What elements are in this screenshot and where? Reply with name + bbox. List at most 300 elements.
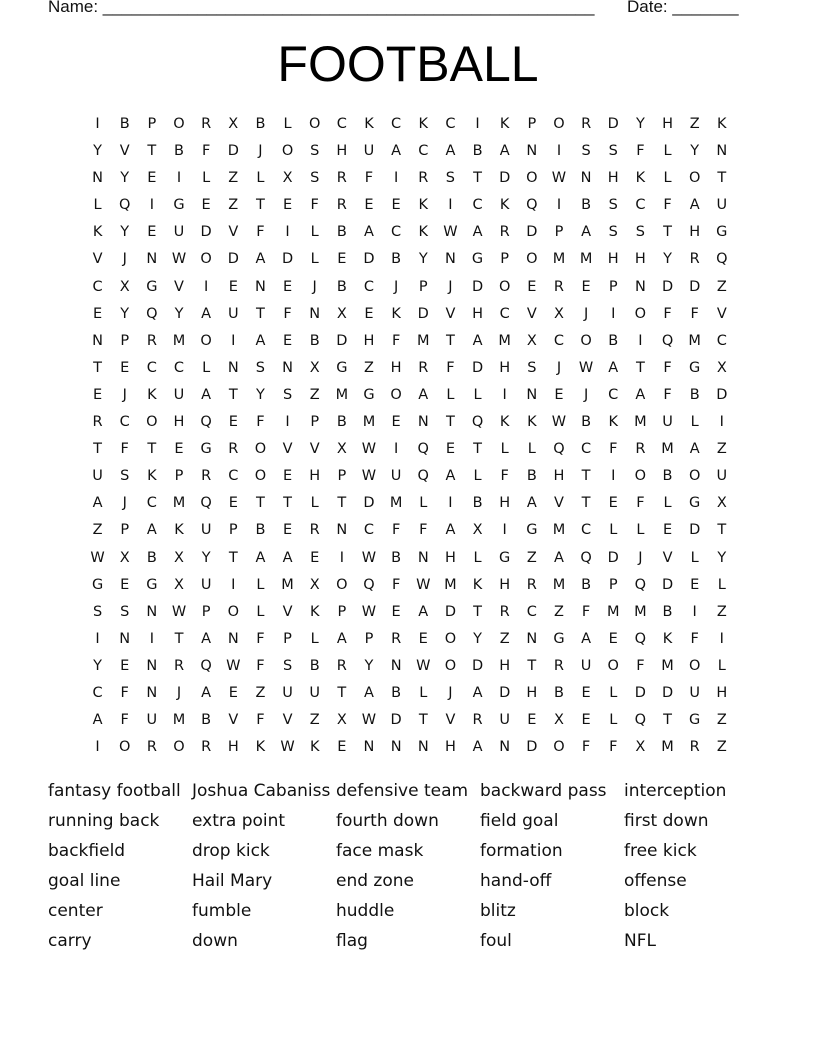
- grid-letter[interactable]: U: [173, 224, 185, 241]
- grid-letter[interactable]: A: [581, 630, 592, 647]
- grid-letter[interactable]: L: [663, 170, 672, 187]
- grid-letter[interactable]: Z: [255, 684, 266, 701]
- grid-letter[interactable]: S: [92, 603, 103, 620]
- grid-letter[interactable]: G: [526, 522, 538, 539]
- grid-letter[interactable]: E: [282, 197, 293, 214]
- grid-letter[interactable]: U: [173, 386, 185, 403]
- grid-letter[interactable]: G: [200, 441, 212, 458]
- grid-letter[interactable]: H: [309, 468, 321, 485]
- grid-letter[interactable]: T: [228, 386, 238, 403]
- grid-letter[interactable]: A: [201, 684, 212, 701]
- grid-letter[interactable]: O: [254, 441, 267, 458]
- grid-letter[interactable]: U: [390, 468, 402, 485]
- grid-letter[interactable]: I: [611, 468, 616, 485]
- grid-letter[interactable]: E: [228, 684, 238, 701]
- grid-letter[interactable]: T: [228, 549, 238, 566]
- grid-letter[interactable]: W: [226, 657, 241, 674]
- grid-letter[interactable]: D: [417, 305, 429, 322]
- grid-letter[interactable]: F: [256, 630, 265, 647]
- grid-letter[interactable]: Z: [553, 603, 564, 620]
- grid-letter[interactable]: C: [92, 684, 103, 701]
- grid-letter[interactable]: Q: [200, 495, 212, 512]
- grid-letter[interactable]: E: [418, 630, 428, 647]
- grid-letter[interactable]: A: [201, 386, 212, 403]
- grid-letter[interactable]: X: [174, 576, 184, 593]
- grid-letter[interactable]: P: [310, 414, 320, 431]
- grid-letter[interactable]: L: [256, 170, 265, 187]
- grid-letter[interactable]: T: [473, 170, 482, 187]
- grid-letter[interactable]: A: [472, 332, 483, 349]
- grid-letter[interactable]: B: [553, 684, 564, 701]
- grid-letter[interactable]: W: [280, 739, 295, 756]
- grid-letter[interactable]: C: [418, 143, 429, 160]
- grid-letter[interactable]: E: [527, 712, 537, 729]
- grid-letter[interactable]: J: [312, 278, 317, 295]
- grid-letter[interactable]: D: [471, 657, 484, 674]
- grid-letter[interactable]: I: [339, 549, 344, 566]
- grid-letter[interactable]: L: [473, 468, 482, 485]
- grid-letter[interactable]: J: [448, 278, 453, 295]
- grid-letter[interactable]: S: [282, 386, 293, 403]
- grid-letter[interactable]: C: [445, 116, 456, 132]
- grid-letter[interactable]: V: [554, 495, 564, 512]
- grid-letter[interactable]: X: [336, 712, 347, 729]
- grid-letter[interactable]: X: [336, 441, 347, 458]
- grid-letter[interactable]: I: [149, 197, 154, 214]
- grid-letter[interactable]: Z: [309, 712, 320, 729]
- grid-letter[interactable]: P: [608, 576, 618, 593]
- grid-letter[interactable]: C: [146, 359, 157, 376]
- grid-letter[interactable]: K: [92, 224, 103, 241]
- grid-letter[interactable]: D: [526, 224, 538, 241]
- grid-letter[interactable]: A: [92, 712, 103, 729]
- grid-letter[interactable]: Q: [200, 414, 212, 431]
- grid-letter[interactable]: T: [283, 495, 292, 512]
- grid-letter[interactable]: C: [581, 522, 592, 539]
- grid-letter[interactable]: F: [690, 305, 699, 322]
- grid-letter[interactable]: F: [256, 414, 265, 431]
- grid-letter[interactable]: P: [418, 278, 428, 295]
- grid-letter[interactable]: Q: [363, 576, 375, 593]
- grid-letter[interactable]: L: [93, 197, 102, 214]
- grid-letter[interactable]: V: [228, 712, 239, 729]
- grid-letter[interactable]: X: [553, 712, 564, 729]
- grid-letter[interactable]: T: [147, 441, 157, 458]
- grid-letter[interactable]: V: [309, 441, 320, 458]
- grid-letter[interactable]: K: [527, 414, 537, 431]
- grid-letter[interactable]: W: [361, 603, 377, 620]
- grid-letter[interactable]: J: [583, 386, 589, 403]
- grid-letter[interactable]: X: [472, 522, 483, 539]
- grid-letter[interactable]: I: [719, 414, 724, 431]
- grid-letter[interactable]: O: [526, 251, 538, 268]
- grid-letter[interactable]: X: [716, 495, 727, 512]
- grid-letter[interactable]: L: [310, 630, 319, 647]
- grid-letter[interactable]: F: [283, 305, 292, 322]
- grid-letter[interactable]: L: [419, 684, 428, 701]
- grid-letter[interactable]: R: [146, 332, 157, 349]
- grid-letter[interactable]: U: [363, 143, 375, 160]
- grid-letter[interactable]: L: [202, 170, 211, 187]
- grid-letter[interactable]: I: [285, 224, 290, 241]
- grid-letter[interactable]: A: [282, 549, 293, 566]
- grid-letter[interactable]: H: [472, 305, 483, 322]
- grid-letter[interactable]: P: [527, 116, 537, 132]
- grid-letter[interactable]: X: [309, 359, 320, 376]
- grid-letter[interactable]: G: [716, 224, 728, 241]
- grid-letter[interactable]: E: [147, 170, 157, 187]
- grid-letter[interactable]: A: [391, 143, 402, 160]
- grid-letter[interactable]: I: [448, 495, 453, 512]
- grid-letter[interactable]: Z: [716, 712, 727, 729]
- grid-letter[interactable]: X: [716, 359, 727, 376]
- grid-letter[interactable]: M: [498, 332, 511, 349]
- grid-letter[interactable]: S: [608, 143, 618, 160]
- grid-letter[interactable]: T: [663, 712, 672, 729]
- grid-letter[interactable]: R: [553, 657, 564, 674]
- grid-letter[interactable]: X: [228, 116, 239, 132]
- grid-letter[interactable]: R: [336, 170, 347, 187]
- grid-letter[interactable]: A: [445, 143, 456, 160]
- grid-letter[interactable]: W: [361, 712, 377, 729]
- grid-letter[interactable]: N: [526, 143, 538, 160]
- grid-letter[interactable]: C: [119, 414, 130, 431]
- grid-letter[interactable]: S: [608, 197, 618, 214]
- grid-letter[interactable]: M: [362, 414, 376, 431]
- grid-letter[interactable]: N: [309, 305, 321, 322]
- grid-letter[interactable]: Y: [93, 657, 102, 674]
- grid-letter[interactable]: S: [581, 143, 591, 160]
- grid-letter[interactable]: F: [690, 630, 699, 647]
- grid-letter[interactable]: X: [119, 549, 130, 566]
- grid-letter[interactable]: D: [499, 170, 511, 187]
- grid-letter[interactable]: E: [337, 739, 347, 756]
- grid-letter[interactable]: A: [472, 739, 483, 756]
- grid-letter[interactable]: V: [174, 278, 184, 295]
- grid-letter[interactable]: K: [309, 739, 320, 756]
- grid-letter[interactable]: B: [336, 278, 347, 295]
- grid-letter[interactable]: F: [663, 305, 672, 322]
- grid-letter[interactable]: I: [692, 603, 697, 620]
- grid-letter[interactable]: E: [282, 522, 293, 539]
- grid-letter[interactable]: R: [336, 657, 347, 674]
- grid-letter[interactable]: B: [689, 386, 700, 403]
- grid-letter[interactable]: K: [418, 224, 429, 241]
- grid-letter[interactable]: T: [527, 657, 537, 674]
- grid-letter[interactable]: Y: [635, 116, 645, 132]
- grid-letter[interactable]: F: [419, 522, 428, 539]
- grid-letter[interactable]: O: [200, 332, 212, 349]
- grid-letter[interactable]: H: [662, 116, 673, 132]
- grid-letter[interactable]: D: [689, 278, 701, 295]
- grid-letter[interactable]: L: [419, 495, 428, 512]
- grid-letter[interactable]: F: [446, 359, 455, 376]
- grid-letter[interactable]: I: [95, 116, 100, 132]
- grid-letter[interactable]: V: [228, 224, 239, 241]
- grid-letter[interactable]: M: [688, 332, 701, 349]
- grid-letter[interactable]: F: [636, 657, 645, 674]
- grid-letter[interactable]: K: [418, 197, 429, 214]
- grid-letter[interactable]: M: [281, 576, 294, 593]
- grid-letter[interactable]: F: [391, 522, 401, 539]
- grid-letter[interactable]: N: [499, 739, 511, 756]
- grid-letter[interactable]: B: [391, 684, 402, 701]
- grid-letter[interactable]: M: [417, 332, 430, 349]
- grid-letter[interactable]: U: [227, 305, 239, 322]
- grid-letter[interactable]: T: [445, 332, 455, 349]
- grid-letter[interactable]: P: [174, 468, 184, 485]
- grid-letter[interactable]: B: [174, 143, 184, 160]
- grid-letter[interactable]: X: [336, 305, 347, 322]
- grid-letter[interactable]: A: [336, 630, 347, 647]
- grid-letter[interactable]: L: [609, 712, 618, 729]
- grid-letter[interactable]: I: [285, 414, 290, 431]
- grid-letter[interactable]: N: [390, 739, 402, 756]
- grid-letter[interactable]: D: [689, 522, 701, 539]
- grid-letter[interactable]: I: [556, 197, 562, 214]
- grid-letter[interactable]: H: [444, 739, 456, 756]
- grid-letter[interactable]: V: [119, 143, 130, 160]
- grid-letter[interactable]: I: [448, 197, 453, 214]
- grid-letter[interactable]: Z: [364, 359, 374, 376]
- grid-letter[interactable]: M: [661, 657, 674, 674]
- grid-letter[interactable]: D: [607, 549, 619, 566]
- grid-letter[interactable]: E: [174, 441, 184, 458]
- grid-letter[interactable]: R: [635, 441, 646, 458]
- grid-letter[interactable]: E: [201, 197, 211, 214]
- grid-letter[interactable]: L: [310, 495, 319, 512]
- grid-letter[interactable]: D: [661, 278, 674, 295]
- grid-letter[interactable]: K: [364, 116, 374, 132]
- grid-letter[interactable]: H: [607, 251, 619, 268]
- grid-letter[interactable]: E: [581, 684, 591, 701]
- grid-letter[interactable]: O: [688, 170, 701, 187]
- grid-letter[interactable]: A: [689, 197, 700, 214]
- grid-letter[interactable]: H: [363, 332, 375, 349]
- grid-letter[interactable]: O: [634, 305, 647, 322]
- grid-letter[interactable]: A: [364, 224, 374, 241]
- grid-letter[interactable]: D: [716, 386, 728, 403]
- grid-letter[interactable]: K: [499, 197, 510, 214]
- grid-letter[interactable]: B: [662, 603, 673, 620]
- grid-letter[interactable]: M: [634, 603, 647, 620]
- grid-letter[interactable]: B: [581, 576, 592, 593]
- grid-letter[interactable]: Y: [690, 143, 700, 160]
- grid-letter[interactable]: Y: [120, 305, 130, 322]
- grid-letter[interactable]: A: [472, 224, 483, 241]
- grid-letter[interactable]: R: [499, 224, 510, 241]
- grid-letter[interactable]: F: [663, 386, 672, 403]
- grid-letter[interactable]: Y: [473, 630, 482, 647]
- grid-letter[interactable]: T: [581, 495, 591, 512]
- grid-letter[interactable]: L: [663, 495, 672, 512]
- grid-letter[interactable]: U: [689, 684, 700, 701]
- grid-letter[interactable]: I: [176, 170, 182, 187]
- grid-letter[interactable]: R: [228, 441, 239, 458]
- grid-letter[interactable]: T: [337, 495, 347, 512]
- grid-letter[interactable]: C: [146, 495, 157, 512]
- grid-letter[interactable]: C: [336, 116, 347, 132]
- grid-letter[interactable]: V: [282, 712, 293, 729]
- grid-letter[interactable]: Z: [92, 522, 103, 539]
- grid-letter[interactable]: A: [445, 522, 456, 539]
- grid-letter[interactable]: B: [255, 522, 266, 539]
- grid-letter[interactable]: S: [310, 170, 320, 187]
- grid-letter[interactable]: A: [201, 305, 212, 322]
- grid-letter[interactable]: A: [418, 603, 429, 620]
- grid-letter[interactable]: D: [227, 251, 239, 268]
- grid-letter[interactable]: U: [200, 576, 212, 593]
- grid-letter[interactable]: X: [282, 170, 293, 187]
- grid-letter[interactable]: Z: [309, 386, 320, 403]
- grid-letter[interactable]: I: [611, 305, 616, 322]
- grid-letter[interactable]: X: [635, 739, 646, 756]
- grid-letter[interactable]: P: [201, 603, 211, 620]
- grid-letter[interactable]: C: [363, 522, 375, 539]
- grid-letter[interactable]: T: [93, 441, 102, 458]
- grid-letter[interactable]: M: [552, 522, 566, 539]
- grid-letter[interactable]: B: [336, 224, 347, 241]
- grid-letter[interactable]: I: [231, 576, 236, 593]
- grid-letter[interactable]: Q: [471, 414, 484, 431]
- grid-letter[interactable]: O: [444, 657, 457, 674]
- grid-letter[interactable]: T: [473, 603, 482, 620]
- grid-letter[interactable]: N: [146, 657, 158, 674]
- grid-letter[interactable]: A: [201, 630, 212, 647]
- grid-letter[interactable]: F: [663, 359, 672, 376]
- grid-letter[interactable]: R: [201, 468, 212, 485]
- grid-letter[interactable]: T: [717, 522, 727, 539]
- grid-letter[interactable]: V: [716, 305, 727, 322]
- grid-letter[interactable]: I: [231, 332, 236, 349]
- grid-letter[interactable]: B: [336, 414, 347, 431]
- grid-letter[interactable]: F: [120, 684, 129, 701]
- grid-letter[interactable]: F: [500, 468, 509, 485]
- grid-letter[interactable]: A: [499, 143, 510, 160]
- grid-letter[interactable]: V: [445, 712, 456, 729]
- grid-letter[interactable]: L: [527, 441, 536, 458]
- grid-letter[interactable]: K: [309, 603, 320, 620]
- grid-letter[interactable]: R: [309, 522, 320, 539]
- grid-letter[interactable]: F: [364, 170, 374, 187]
- grid-letter[interactable]: Y: [418, 251, 428, 268]
- grid-letter[interactable]: N: [119, 630, 131, 647]
- grid-letter[interactable]: R: [689, 251, 700, 268]
- grid-letter[interactable]: I: [502, 386, 507, 403]
- grid-letter[interactable]: O: [119, 739, 131, 756]
- grid-letter[interactable]: L: [717, 576, 726, 593]
- grid-letter[interactable]: D: [363, 495, 375, 512]
- grid-letter[interactable]: L: [690, 414, 699, 431]
- grid-letter[interactable]: A: [364, 684, 374, 701]
- grid-letter[interactable]: O: [390, 386, 402, 403]
- grid-letter[interactable]: B: [309, 657, 320, 674]
- grid-letter[interactable]: Q: [553, 441, 565, 458]
- grid-letter[interactable]: I: [502, 522, 507, 539]
- grid-letter[interactable]: Q: [634, 712, 647, 729]
- grid-letter[interactable]: X: [526, 332, 537, 349]
- grid-letter[interactable]: F: [120, 712, 129, 729]
- grid-letter[interactable]: E: [147, 224, 157, 241]
- grid-letter[interactable]: U: [200, 522, 212, 539]
- grid-letter[interactable]: F: [636, 495, 645, 512]
- grid-letter[interactable]: D: [471, 359, 484, 376]
- grid-letter[interactable]: K: [255, 739, 266, 756]
- grid-letter[interactable]: O: [553, 739, 565, 756]
- grid-letter[interactable]: F: [391, 576, 401, 593]
- grid-letter[interactable]: F: [256, 657, 265, 674]
- grid-letter[interactable]: A: [92, 495, 103, 512]
- grid-letter[interactable]: T: [717, 170, 727, 187]
- grid-letter[interactable]: R: [472, 712, 483, 729]
- grid-letter[interactable]: O: [336, 576, 348, 593]
- grid-letter[interactable]: T: [581, 468, 591, 485]
- grid-letter[interactable]: T: [635, 359, 645, 376]
- date-field[interactable]: Date: _______: [627, 0, 739, 16]
- grid-letter[interactable]: T: [473, 441, 482, 458]
- grid-letter[interactable]: W: [551, 170, 567, 187]
- grid-letter[interactable]: E: [690, 576, 700, 593]
- grid-letter[interactable]: F: [120, 441, 129, 458]
- grid-letter[interactable]: Y: [93, 143, 102, 160]
- grid-letter[interactable]: L: [473, 386, 482, 403]
- grid-letter[interactable]: R: [499, 603, 510, 620]
- grid-letter[interactable]: N: [146, 251, 158, 268]
- grid-letter[interactable]: D: [661, 576, 674, 593]
- grid-letter[interactable]: Q: [417, 468, 429, 485]
- grid-letter[interactable]: P: [337, 468, 347, 485]
- grid-letter[interactable]: R: [336, 197, 347, 214]
- grid-letter[interactable]: L: [609, 684, 618, 701]
- grid-letter[interactable]: R: [418, 359, 429, 376]
- grid-letter[interactable]: A: [581, 224, 592, 241]
- grid-letter[interactable]: Y: [663, 251, 672, 268]
- grid-letter[interactable]: R: [689, 739, 700, 756]
- grid-letter[interactable]: E: [120, 657, 130, 674]
- grid-letter[interactable]: N: [526, 386, 538, 403]
- grid-letter[interactable]: A: [255, 549, 266, 566]
- grid-letter[interactable]: D: [661, 684, 674, 701]
- grid-letter[interactable]: Q: [417, 441, 429, 458]
- grid-letter[interactable]: P: [500, 251, 510, 268]
- grid-letter[interactable]: J: [638, 549, 643, 566]
- grid-letter[interactable]: A: [445, 468, 456, 485]
- grid-letter[interactable]: M: [172, 712, 186, 729]
- grid-letter[interactable]: P: [120, 522, 130, 539]
- grid-letter[interactable]: B: [391, 549, 402, 566]
- grid-letter[interactable]: P: [337, 603, 347, 620]
- grid-letter[interactable]: S: [120, 468, 130, 485]
- grid-letter[interactable]: I: [638, 332, 643, 349]
- grid-letter[interactable]: F: [310, 197, 319, 214]
- grid-letter[interactable]: O: [634, 468, 647, 485]
- grid-letter[interactable]: F: [636, 143, 645, 160]
- grid-letter[interactable]: T: [255, 197, 265, 214]
- grid-letter[interactable]: W: [171, 603, 187, 620]
- grid-letter[interactable]: H: [390, 359, 402, 376]
- grid-letter[interactable]: U: [282, 684, 293, 701]
- grid-letter[interactable]: Z: [228, 170, 239, 187]
- grid-letter[interactable]: Q: [634, 576, 647, 593]
- grid-letter[interactable]: P: [608, 278, 618, 295]
- grid-letter[interactable]: E: [120, 576, 130, 593]
- grid-letter[interactable]: K: [418, 116, 429, 132]
- grid-letter[interactable]: E: [581, 712, 591, 729]
- grid-letter[interactable]: O: [200, 251, 212, 268]
- grid-letter[interactable]: I: [719, 630, 724, 647]
- grid-letter[interactable]: R: [418, 170, 429, 187]
- grid-letter[interactable]: O: [498, 278, 511, 295]
